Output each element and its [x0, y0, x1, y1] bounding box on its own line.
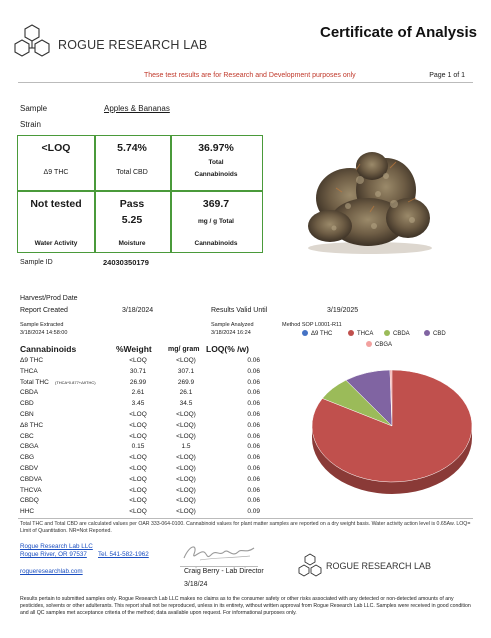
total-cannabinoids-value: 36.97%	[198, 142, 234, 154]
row-name: THCVA	[20, 486, 42, 494]
valid-until-value: 3/19/2025	[327, 307, 359, 314]
d9-thc-value: <LOQ	[41, 142, 71, 154]
col-header-weight: %Weight	[116, 344, 152, 354]
sample-analyzed-label: Sample Analyzed	[211, 322, 254, 328]
row-weight: <LOQ	[129, 465, 147, 472]
row-mg: <LOQ)	[176, 432, 196, 440]
legend-item-cbd	[424, 330, 446, 337]
water-activity-value: Not tested	[30, 198, 82, 210]
row-name: THCA	[20, 367, 38, 375]
report-created-label: Report Created	[20, 307, 68, 314]
signature-image	[180, 540, 260, 566]
valid-until-label: Results Valid Until	[211, 307, 268, 314]
total-cannabinoids-label-2: Cannabinoids	[194, 171, 238, 178]
legend-item-d9thc	[302, 330, 332, 337]
document-title: Certificate of Analysis	[320, 24, 477, 41]
sample-id-label: Sample ID	[20, 259, 53, 266]
legend-swatch	[302, 330, 308, 336]
row-loq: 0.06	[247, 378, 260, 386]
mg-per-gram-label: mg / g Total	[198, 218, 234, 225]
legend-label: CBGA	[375, 342, 393, 348]
row-weight: 30.71	[129, 367, 147, 375]
row-name: HHC	[20, 508, 35, 516]
row-loq: 0.06	[247, 454, 260, 462]
grid-line	[18, 190, 262, 192]
row-loq: 0.09	[247, 508, 260, 516]
logo-text: ROGUE RESEARCH LAB	[58, 38, 208, 52]
row-weight: <LOQ	[129, 411, 147, 418]
col-header-loq: LOQ(% /w)	[206, 344, 249, 354]
row-mg: 26.1	[179, 389, 193, 397]
col-header-cannabinoids: Cannabinoids	[20, 344, 77, 354]
row-loq: 0.06	[247, 411, 260, 418]
footer-logo-text: ROGUE RESEARCH LAB	[326, 561, 432, 571]
row-loq: 0.06	[247, 400, 260, 408]
d9-thc-label: Δ9 THC	[43, 169, 69, 176]
row-name: CBD	[20, 400, 34, 408]
row-loq: 0.06	[247, 357, 260, 364]
row-weight: <LOQ	[129, 421, 147, 429]
row-name: Δ9 THC	[20, 357, 44, 364]
row-mg: <LOQ)	[176, 475, 196, 483]
row-name: Total THC	[20, 378, 49, 386]
row-name: CBDQ	[20, 497, 39, 505]
row-weight: <LOQ	[129, 432, 147, 440]
signer-name: Craig Berry - Lab Director	[184, 568, 264, 575]
row-mg: 1.5	[181, 443, 191, 451]
legend-label: THCA	[357, 331, 374, 337]
signature-date: 3/18/24	[184, 581, 208, 588]
row-mg: 307.1	[177, 367, 195, 375]
row-name: CBN	[20, 411, 34, 418]
col-header-mg-gram: mg/ gram	[168, 346, 200, 353]
lab-logo-icon	[8, 22, 56, 60]
row-loq: 0.06	[247, 432, 260, 440]
legal-disclaimer: Results pertain to submitted samples only. Rogue Research Lab LLC makes no claims as to the consumer safety or other risks associated with any detected or non-detected amounts of any pesticides, solvents or other adulterants. This report shall not be reproduced, unless in its entirety, without written approval from Rogue Research Lab LLC. Samples were received in good condition and all QC samples met acceptance criteria of the method; data available upon request. For informational purposes only.	[20, 596, 471, 616]
lab-phone-link[interactable]: Tel. 541-582-1962	[98, 551, 149, 558]
row-loq: 0.06	[247, 389, 260, 397]
calculation-footnote: Total THC and Total CBD are calculated values per OAR 333-064-0100. Cannabinoid values for plant matter samples are reported on a dry weight basis. Water activity action level is 0.65Aw. LOQ= Limit of Quantitation. NR=Not Reported.	[20, 521, 471, 534]
footer-logo-icon	[295, 552, 325, 578]
row-name: CBGA	[20, 443, 39, 451]
footer-divider	[18, 518, 473, 519]
header-divider	[18, 82, 473, 83]
row-mg: <LOQ)	[176, 357, 196, 364]
lab-name-link[interactable]: Rogue Research Lab LLC	[20, 543, 93, 550]
legend-label: CBD	[433, 331, 446, 337]
row-mg: <LOQ)	[176, 465, 196, 472]
sample-label: Sample	[20, 104, 48, 113]
legend-label: CBDA	[393, 331, 410, 337]
row-weight: 3.45	[131, 400, 145, 408]
sample-analyzed-value: 3/18/2024 16:24	[211, 330, 251, 336]
row-weight: <LOQ	[129, 357, 147, 364]
moisture-value: 5.25	[121, 214, 143, 226]
cannabinoid-pie-chart	[300, 356, 480, 520]
page-number: Page 1 of 1	[429, 72, 465, 79]
legend-item-cbda	[384, 330, 410, 337]
strain-label: Strain	[20, 120, 41, 129]
moisture-label: Moisture	[118, 240, 146, 247]
legend-swatch	[424, 330, 430, 336]
row-name: Δ8 THC	[20, 421, 44, 429]
sample-extracted-value: 3/18/2024 14:58:00	[20, 330, 68, 336]
mg-per-gram-label-2: Cannabinoids	[194, 240, 238, 247]
row-mg: 269.9	[177, 378, 195, 386]
row-name: CBC	[20, 432, 34, 440]
row-mg: <LOQ)	[176, 454, 196, 462]
legend-item-thca	[348, 330, 373, 337]
row-name: CBDA	[20, 389, 39, 397]
signature-line	[180, 566, 258, 567]
row-mg: <LOQ)	[176, 497, 196, 505]
legend-swatch	[348, 330, 354, 336]
row-weight: <LOQ	[129, 454, 147, 462]
row-weight: 2.61	[131, 389, 145, 397]
row-name: CBDV	[20, 465, 39, 472]
row-weight: <LOQ	[129, 475, 147, 483]
row-loq: 0.06	[247, 421, 260, 429]
row-name: CBDVA	[20, 475, 42, 483]
row-loq: 0.06	[247, 486, 260, 494]
row-loq: 0.06	[247, 443, 260, 451]
row-loq: 0.06	[247, 367, 260, 375]
sample-extracted-label: Sample Extracted	[20, 322, 64, 328]
total-thc-formula: (THCA*0.877+Δ9THC)	[55, 379, 96, 385]
row-mg: <LOQ)	[176, 411, 196, 418]
row-mg: <LOQ)	[176, 486, 196, 494]
row-weight: <LOQ	[129, 497, 147, 505]
row-weight: <LOQ	[129, 508, 147, 516]
water-activity-label: Water Activity	[34, 240, 78, 247]
sample-name: Apples & Bananas	[104, 104, 170, 113]
total-cbd-label: Total CBD	[116, 169, 148, 176]
row-mg: <LOQ)	[176, 508, 196, 516]
method-label: Method SOP L0001-R11	[282, 322, 342, 328]
row-loq: 0.06	[247, 475, 260, 483]
row-weight: <LOQ	[129, 486, 147, 494]
harvest-date-label: Harvest/Prod Date	[20, 295, 78, 302]
legend-swatch	[366, 341, 372, 347]
row-name: CBG	[20, 454, 35, 462]
moisture-pass: Pass	[119, 198, 145, 210]
legend-swatch	[384, 330, 390, 336]
row-mg: <LOQ)	[176, 421, 196, 429]
row-mg: 34.5	[179, 400, 193, 408]
sample-id-value: 24030350179	[103, 258, 149, 267]
row-weight: 0.15	[131, 443, 145, 451]
lab-address-link[interactable]: Rogue River, OR 97537	[20, 551, 87, 558]
product-photo	[290, 140, 450, 256]
disclaimer: These test results are for Research and Development purposes only	[144, 72, 356, 79]
lab-website-link[interactable]: rogueresearchlab.com	[20, 568, 83, 575]
total-cbd-value: 5.74%	[117, 142, 147, 154]
mg-per-gram-value: 369.7	[202, 198, 230, 210]
row-weight: 26.99	[129, 378, 147, 386]
row-loq: 0.06	[247, 497, 260, 505]
summary-metrics-box	[17, 135, 263, 253]
report-created-value: 3/18/2024	[122, 307, 154, 314]
legend-label: Δ9 THC	[311, 331, 333, 337]
row-loq: 0.06	[247, 465, 260, 472]
total-cannabinoids-label: Total	[208, 159, 224, 166]
legend-item-cbga	[366, 341, 392, 348]
